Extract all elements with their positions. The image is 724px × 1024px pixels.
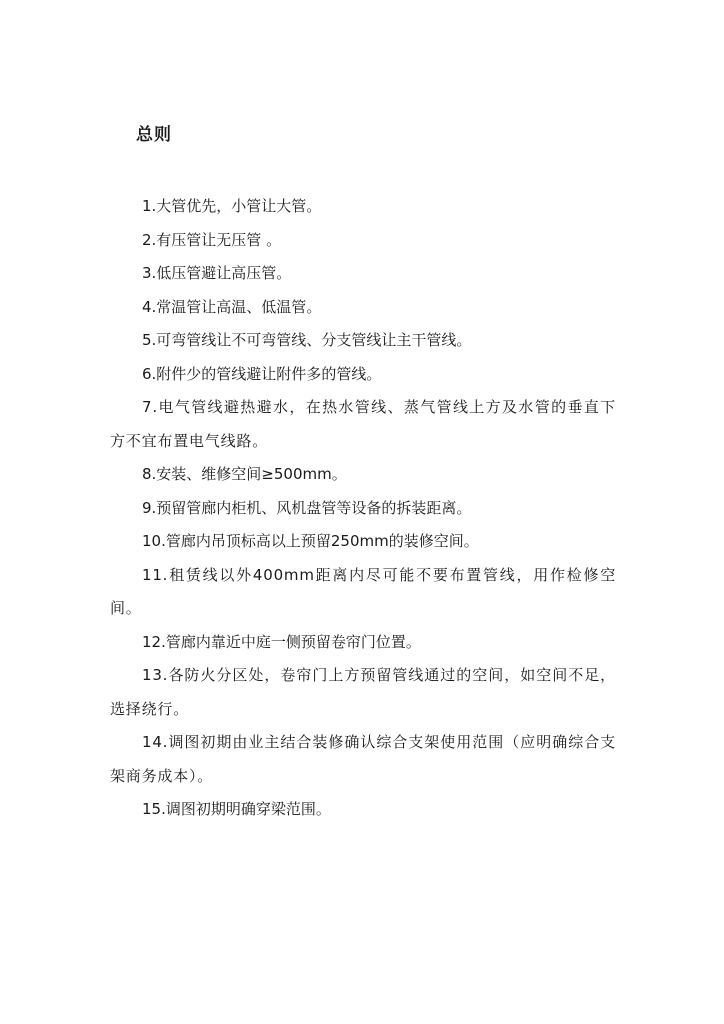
rule-item-15: 15.调图初期明确穿梁范围。 <box>142 800 331 818</box>
rule-item-4: 4.常温管让高温、低温管。 <box>142 297 322 316</box>
rule-item-9: 9.预留管廊内柜机、风机盘管等设备的拆装距离。 <box>142 498 472 517</box>
rule-item-5: 5.可弯管线让不可弯管线、分支管线让主干管线。 <box>142 331 472 349</box>
rules-list <box>110 190 616 827</box>
rule-item-13: 13.各防火分区处，卷帘门上方预留管线通过的空间，如空间不足，选择绕行。 <box>110 666 616 718</box>
rule-item-8: 8.安装、维修空间≥500mm。 <box>142 465 347 483</box>
rule-item-14: 14.调图初期由业主结合装修确认综合支架使用范围（应明确综合支架商务成本）。 <box>110 733 616 785</box>
rule-item-3: 3.低压管避让高压管。 <box>142 264 292 282</box>
rule-item-7: 7.电气管线避热避水，在热水管线、蒸气管线上方及水管的垂直下方不宜布置电气线路。 <box>110 398 616 450</box>
section-heading: 总则 <box>136 125 172 145</box>
rule-item-11: 11.租赁线以外400mm距离内尽可能不要布置管线，用作检修空间。 <box>110 565 616 617</box>
rule-item-1: 1.大管优先，小管让大管。 <box>142 197 322 215</box>
rule-item-10: 10.管廊内吊顶标高以上预留250mm的装修空间。 <box>142 532 479 550</box>
rule-item-2: 2.有压管让无压管 。 <box>142 230 282 249</box>
rule-item-6: 6.附件少的管线避让附件多的管线。 <box>142 364 382 383</box>
rule-item-12: 12.管廊内靠近中庭一侧预留卷帘门位置。 <box>142 632 421 651</box>
